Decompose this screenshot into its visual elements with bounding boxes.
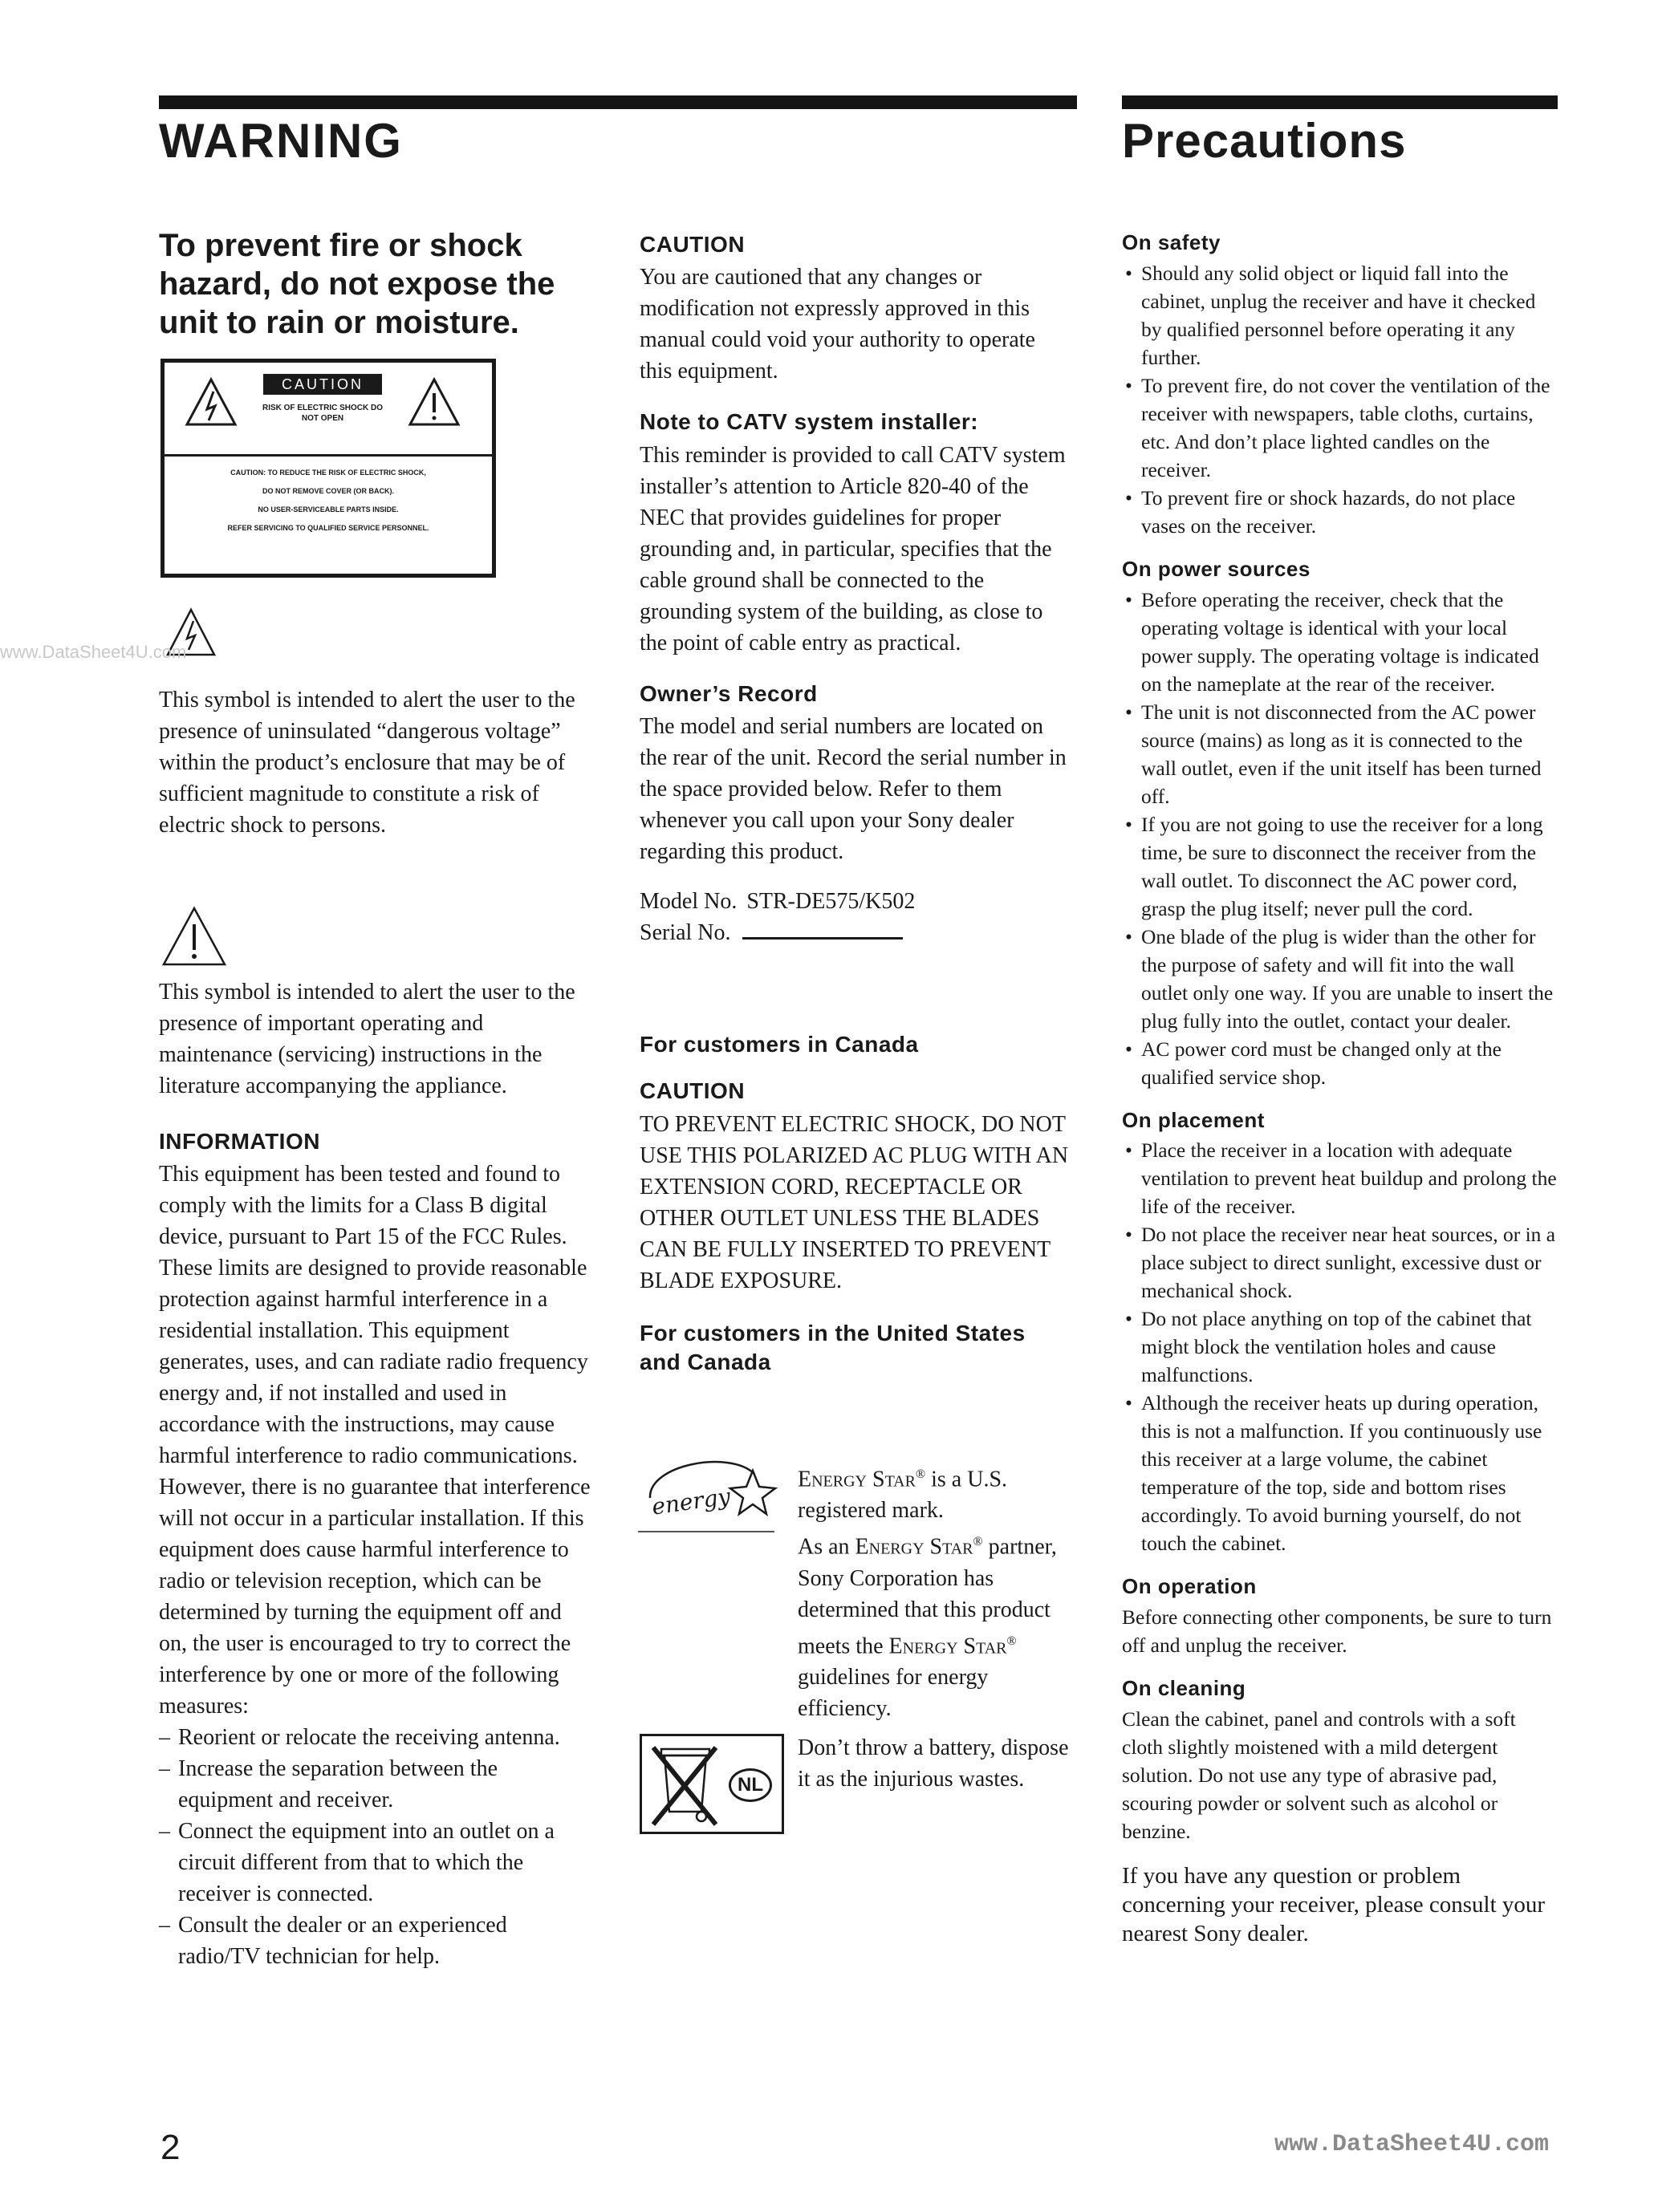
serial-line (640, 917, 1073, 948)
energy-star-name: Energy Star (888, 1633, 1007, 1658)
registered-mark: ® (915, 1467, 926, 1481)
catv-heading: Note to CATV system installer: (640, 409, 979, 435)
battery-text-block (798, 1732, 1079, 1795)
energy-logo-text: energy (650, 1483, 733, 1520)
information-paragraph-2: These limits are designed to provide reasonable protection against harmful interference in a residential installation. This equipment generates, uses, and can radiate radio frequency energy and, if not installed and used in accordance with the instructions, may cause harmful interference to radio communications. However, there is no guarantee that interference will not occur in a particular installation. If this equipment does cause harmful interference to radio or television reception, which can be determined by turning the equipment off and on, the user is encouraged to try to correct the interference by one or more of the following measures: (159, 1256, 591, 1719)
canada-caution-heading: CAUTION (640, 1078, 746, 1104)
exclamation-text: This symbol is intended to alert the user to the presence of important operating and maintenance (servicing) instructions in the literature accompanying the appliance. (159, 980, 575, 1098)
registered-mark: ® (1006, 1634, 1017, 1648)
footer-site: www.DataSheet4U.com (1274, 2131, 1550, 2158)
safety-item: • To prevent fire, do not cover the ventilation of the receiver with newspapers, table cloths, curtains, etc. And don’t place lighted candles on the receiver. (1122, 371, 1559, 484)
caution-text: You are cautioned that any changes or modification not expressly approved in this manual could void your authority to operate this equipment. (640, 265, 1035, 384)
placement-item: • Do not place the receiver near heat sources, or in a place subject to direct sunlight, excessive dust or mechanical shock. (1122, 1220, 1559, 1305)
power-item: • Before operating the receiver, check that the operating voltage is identical with your local power supply. The operating voltage is indicated on the nameplate at the rear of the receiver. (1122, 586, 1559, 698)
precautions-column (1122, 229, 1559, 1948)
power-item: • One blade of the plug is wider than the other for the purpose of safety and will fit into the wall outlet only one way. If you are unable to insert the plug fully into the outlet, contact your dealer. (1122, 923, 1559, 1035)
model-line (640, 886, 1073, 917)
nl-badge: NL (729, 1768, 772, 1802)
energy-star-paragraph (798, 1459, 1079, 1724)
canada-heading: For customers in Canada (640, 1032, 919, 1057)
warning-lead: To prevent fire or shock hazard, do not expose the unit to rain or moisture. (159, 228, 555, 340)
model-value: STR-DE575/K502 (746, 889, 916, 915)
measure-item: – Consult the dealer or an experienced radio/TV technician for help. (159, 1910, 592, 1972)
caution-label-banner: CAUTION (263, 374, 382, 395)
power-item: • AC power cord must be changed only at the qualified service shop. (1122, 1035, 1559, 1091)
caution-label-line: CAUTION: TO REDUCE THE RISK OF ELECTRIC SHOCK, (230, 469, 426, 477)
energy-star-line1-rest: is a U.S. registered mark. (798, 1467, 1008, 1524)
measures-list (159, 1722, 592, 1972)
exclamation-symbol-description (159, 976, 592, 1102)
crossed-bin-icon (648, 1741, 722, 1828)
lightning-text: This symbol is intended to alert the user to the presence of uninsulated “dangerous voltage” within the product’s enclosure that may be of sufficient magnitude to constitute a risk of electric shock to persons. (159, 688, 575, 838)
canada-caution-text: TO PREVENT ELECTRIC SHOCK, DO NOT USE THIS POLARIZED AC PLUG WITH AN EXTENSION CORD, RECEPTACLE OR OTHER OUTLET UNLESS THE BLADES CAN BE FULLY INSERTED TO PREVENT BLADE EXPOSURE. (640, 1111, 1069, 1293)
safety-item: • Should any solid object or liquid fall into the cabinet, unplug the receiver and have it checked by qualified personnel before operating it any further. (1122, 259, 1559, 371)
energy-star-logo (634, 1448, 778, 1536)
registered-mark: ® (973, 1535, 983, 1549)
information-section (159, 1127, 592, 1972)
battery-text: Don’t throw a battery, dispose it as the injurious wastes. (798, 1735, 1069, 1792)
page-number: 2 (161, 2128, 181, 2167)
measure-item: – Connect the equipment into an outlet on a circuit different from that to which the receiver is connected. (159, 1816, 592, 1910)
cleaning-text: Clean the cabinet, panel and controls with a soft cloth slightly moistened with a mild detergent solution. Do not use any type of abrasive pad, scouring powder or solvent such as alcohol or benzine. (1122, 1707, 1516, 1843)
closing-text: If you have any question or problem concerning your receiver, please consult your nearest Sony dealer. (1122, 1862, 1546, 1946)
placement-list (1122, 1136, 1559, 1557)
precautions-title: Precautions (1122, 114, 1407, 168)
warning-column (159, 226, 592, 342)
placement-item: • Do not place anything on top of the cabinet that might block the ventilation holes and cause malfunctions. (1122, 1305, 1559, 1389)
caution-label-line: NO USER-SERVICEABLE PARTS INSIDE. (258, 505, 399, 513)
canada-section (640, 1030, 1073, 1378)
catv-text: This reminder is provided to call CATV system installer’s attention to Article 820-40 of the NEC that provides guidelines for proper grounding and, in particular, specifies that the cable ground shall be connected to the grounding system of the building, as close to the point of cable entry as practical. (640, 442, 1066, 655)
power-sources-list (1122, 586, 1559, 1091)
operation-heading: On operation (1122, 1574, 1257, 1599)
lightning-warning-icon (185, 377, 238, 427)
caution-label-risk: RISK OF ELECTRIC SHOCK DO NOT OPEN (262, 404, 383, 423)
operation-text: Before connecting other components, be sure to turn off and unplug the receiver. (1122, 1605, 1552, 1658)
model-label: Model No. (640, 889, 738, 915)
cleaning-heading: On cleaning (1122, 1676, 1246, 1701)
warning-rule (159, 95, 1077, 109)
exclamation-symbol-icon (161, 905, 228, 968)
middle-column-top (640, 230, 1073, 948)
placement-heading: On placement (1122, 1107, 1265, 1132)
owners-record-heading: Owner’s Record (640, 680, 818, 706)
energy-star-text (798, 1459, 1079, 1724)
energy-star-line2-rest: partner, Sony Corporation has determined that this product meets the (798, 1534, 1057, 1658)
serial-label: Serial No. (640, 920, 731, 946)
caution-label-lines (165, 464, 491, 538)
energy-star-line2: As an (798, 1534, 855, 1560)
serial-blank-line (742, 937, 903, 940)
caution-heading: CAUTION (640, 232, 746, 257)
information-paragraph-1: This equipment has been tested and found to comply with the limits for a Class B digital device, pursuant to Part 15 of the FCC Rules. (159, 1162, 567, 1250)
energy-star-line3-rest: guidelines for energy efficiency. (798, 1664, 989, 1721)
measure-item: – Increase the separation between the equipment and receiver. (159, 1753, 592, 1816)
owners-record-text: The model and serial numbers are located on the rear of the unit. Record the serial number in the space provided below. Refer to them whenever you call upon your Sony dealer regarding this product. (640, 714, 1067, 865)
precautions-rule (1122, 95, 1558, 109)
caution-label-line: DO NOT REMOVE COVER (OR BACK). (262, 487, 394, 495)
exclamation-warning-icon (408, 377, 461, 427)
power-sources-heading: On power sources (1122, 556, 1311, 581)
safety-heading: On safety (1122, 230, 1221, 254)
watermark: www.DataSheet4U.com (0, 642, 187, 662)
safety-item: • To prevent fire or shock hazards, do not place vases on the receiver. (1122, 484, 1559, 540)
power-item: • If you are not going to use the receiver for a long time, be sure to disconnect the receiver from the wall outlet. To disconnect the AC power cord, grasp the plug itself; never pull the cord. (1122, 810, 1559, 923)
energy-star-name: Energy Star (855, 1534, 973, 1560)
information-heading: INFORMATION (159, 1129, 320, 1154)
battery-disposal-box (640, 1734, 784, 1834)
safety-list (1122, 259, 1559, 540)
placement-item: • Place the receiver in a location with adequate ventilation to prevent heat buildup and prolong the life of the receiver. (1122, 1136, 1559, 1220)
power-item: • The unit is not disconnected from the AC power source (mains) as long as it is connected to the wall outlet, even if the unit itself has been turned off. (1122, 698, 1559, 810)
us-canada-heading: For customers in the United States and Canada (640, 1320, 1026, 1375)
warning-title: WARNING (159, 114, 403, 168)
lightning-symbol-description (159, 684, 592, 841)
measure-item: – Reorient or relocate the receiving antenna. (159, 1722, 592, 1753)
placement-item: • Although the receiver heats up during operation, this is not a malfunction. If you continuously use this receiver at a large volume, the cabinet temperature of the top, side and bottom rises accordingly. To avoid burning yourself, do not touch the cabinet. (1122, 1389, 1559, 1557)
energy-star-name: Energy Star (798, 1467, 916, 1492)
caution-label-line: REFER SERVICING TO QUALIFIED SERVICE PERSONNEL. (227, 524, 429, 532)
